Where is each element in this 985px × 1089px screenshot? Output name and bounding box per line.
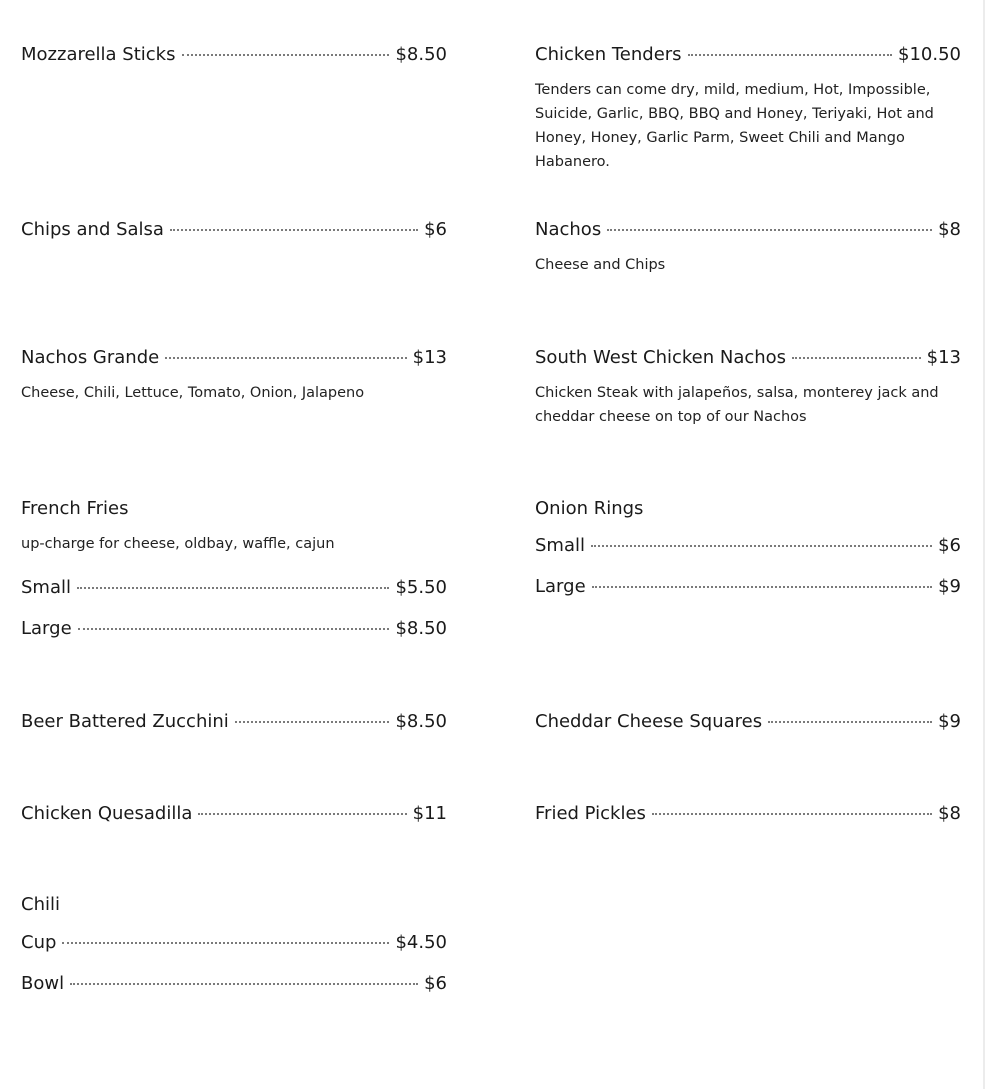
leader-dots	[62, 942, 389, 944]
item-price: $13	[412, 347, 447, 368]
item-name: Fried Pickles	[535, 803, 646, 824]
menu-item-chips-and-salsa	[21, 217, 447, 243]
item-name: Chips and Salsa	[21, 219, 164, 240]
menu-item-mozzarella-sticks	[21, 42, 447, 68]
item-name: Chicken Quesadilla	[21, 803, 193, 824]
item-description: Tenders can come dry, mild, medium, Hot, Impossible, Suicide, Garlic, BBQ, BBQ and Honey, Teriyaki, Hot and Honey, Honey, Garlic Parm, Sweet Chili and Mango Habanero.	[535, 82, 934, 170]
item-price: $8	[938, 219, 961, 240]
item-description: Chicken Steak with jalapeños, salsa, monterey jack and cheddar cheese on top of our Nachos	[535, 385, 939, 425]
leader-dots	[235, 721, 390, 723]
item-price: $13	[926, 347, 961, 368]
size-row-chili-cup	[21, 930, 447, 956]
leader-dots	[688, 54, 892, 56]
leader-dots	[70, 983, 418, 985]
menu-item-chili	[21, 892, 447, 918]
leader-dots	[165, 357, 406, 359]
leader-dots	[77, 587, 389, 589]
item-price: $8	[938, 803, 961, 824]
size-price: $5.50	[395, 577, 447, 598]
size-label: Cup	[21, 932, 57, 953]
menu-item-beer-battered-zucchini	[21, 709, 447, 735]
menu-item-onion-rings	[535, 496, 961, 522]
size-price: $9	[938, 576, 961, 597]
item-description: Cheese and Chips	[535, 257, 666, 273]
item-name: Chicken Tenders	[535, 44, 682, 65]
leader-dots	[792, 357, 921, 359]
leader-dots	[591, 545, 932, 547]
menu-item-chicken-quesadilla	[21, 801, 447, 827]
size-price: $6	[424, 973, 447, 994]
item-name: Onion Rings	[535, 498, 644, 519]
item-name: South West Chicken Nachos	[535, 347, 787, 368]
size-row-fries-large	[21, 616, 447, 642]
size-row-onion-large	[535, 574, 961, 600]
size-label: Large	[535, 576, 586, 597]
menu-item-french-fries	[21, 496, 447, 556]
menu-item-fried-pickles	[535, 801, 961, 827]
size-label: Small	[21, 577, 71, 598]
size-row-chili-bowl	[21, 971, 447, 997]
size-price: $4.50	[395, 932, 447, 953]
item-price: $9	[938, 711, 961, 732]
menu-item-chicken-tenders	[535, 42, 961, 174]
item-name: Chili	[21, 894, 60, 915]
leader-dots	[607, 229, 932, 231]
item-price: $6	[424, 219, 447, 240]
leader-dots	[652, 813, 932, 815]
size-label: Small	[535, 535, 585, 556]
item-price: $8.50	[395, 44, 447, 65]
size-row-fries-small	[21, 575, 447, 601]
leader-dots	[198, 813, 406, 815]
menu-item-cheddar-cheese-squares	[535, 709, 961, 735]
item-description: up-charge for cheese, oldbay, waffle, cajun	[21, 536, 335, 552]
leader-dots	[182, 54, 390, 56]
item-name: Beer Battered Zucchini	[21, 711, 229, 732]
item-price: $10.50	[898, 44, 961, 65]
menu-item-south-west-chicken-nachos	[535, 345, 961, 429]
size-label: Large	[21, 618, 72, 639]
item-price: $11	[412, 803, 447, 824]
menu-item-nachos-grande	[21, 345, 447, 405]
size-label: Bowl	[21, 973, 65, 994]
size-price: $8.50	[395, 618, 447, 639]
leader-dots	[592, 586, 932, 588]
item-name: French Fries	[21, 498, 129, 519]
item-description: Cheese, Chili, Lettuce, Tomato, Onion, Jalapeno	[21, 385, 365, 401]
item-price: $8.50	[395, 711, 447, 732]
item-name: Nachos	[535, 219, 602, 240]
menu-item-nachos	[535, 217, 961, 277]
item-name: Cheddar Cheese Squares	[535, 711, 763, 732]
leader-dots	[170, 229, 418, 231]
leader-dots	[768, 721, 932, 723]
size-row-onion-small	[535, 533, 961, 559]
leader-dots	[78, 628, 390, 630]
item-name: Mozzarella Sticks	[21, 44, 176, 65]
size-price: $6	[938, 535, 961, 556]
item-name: Nachos Grande	[21, 347, 160, 368]
